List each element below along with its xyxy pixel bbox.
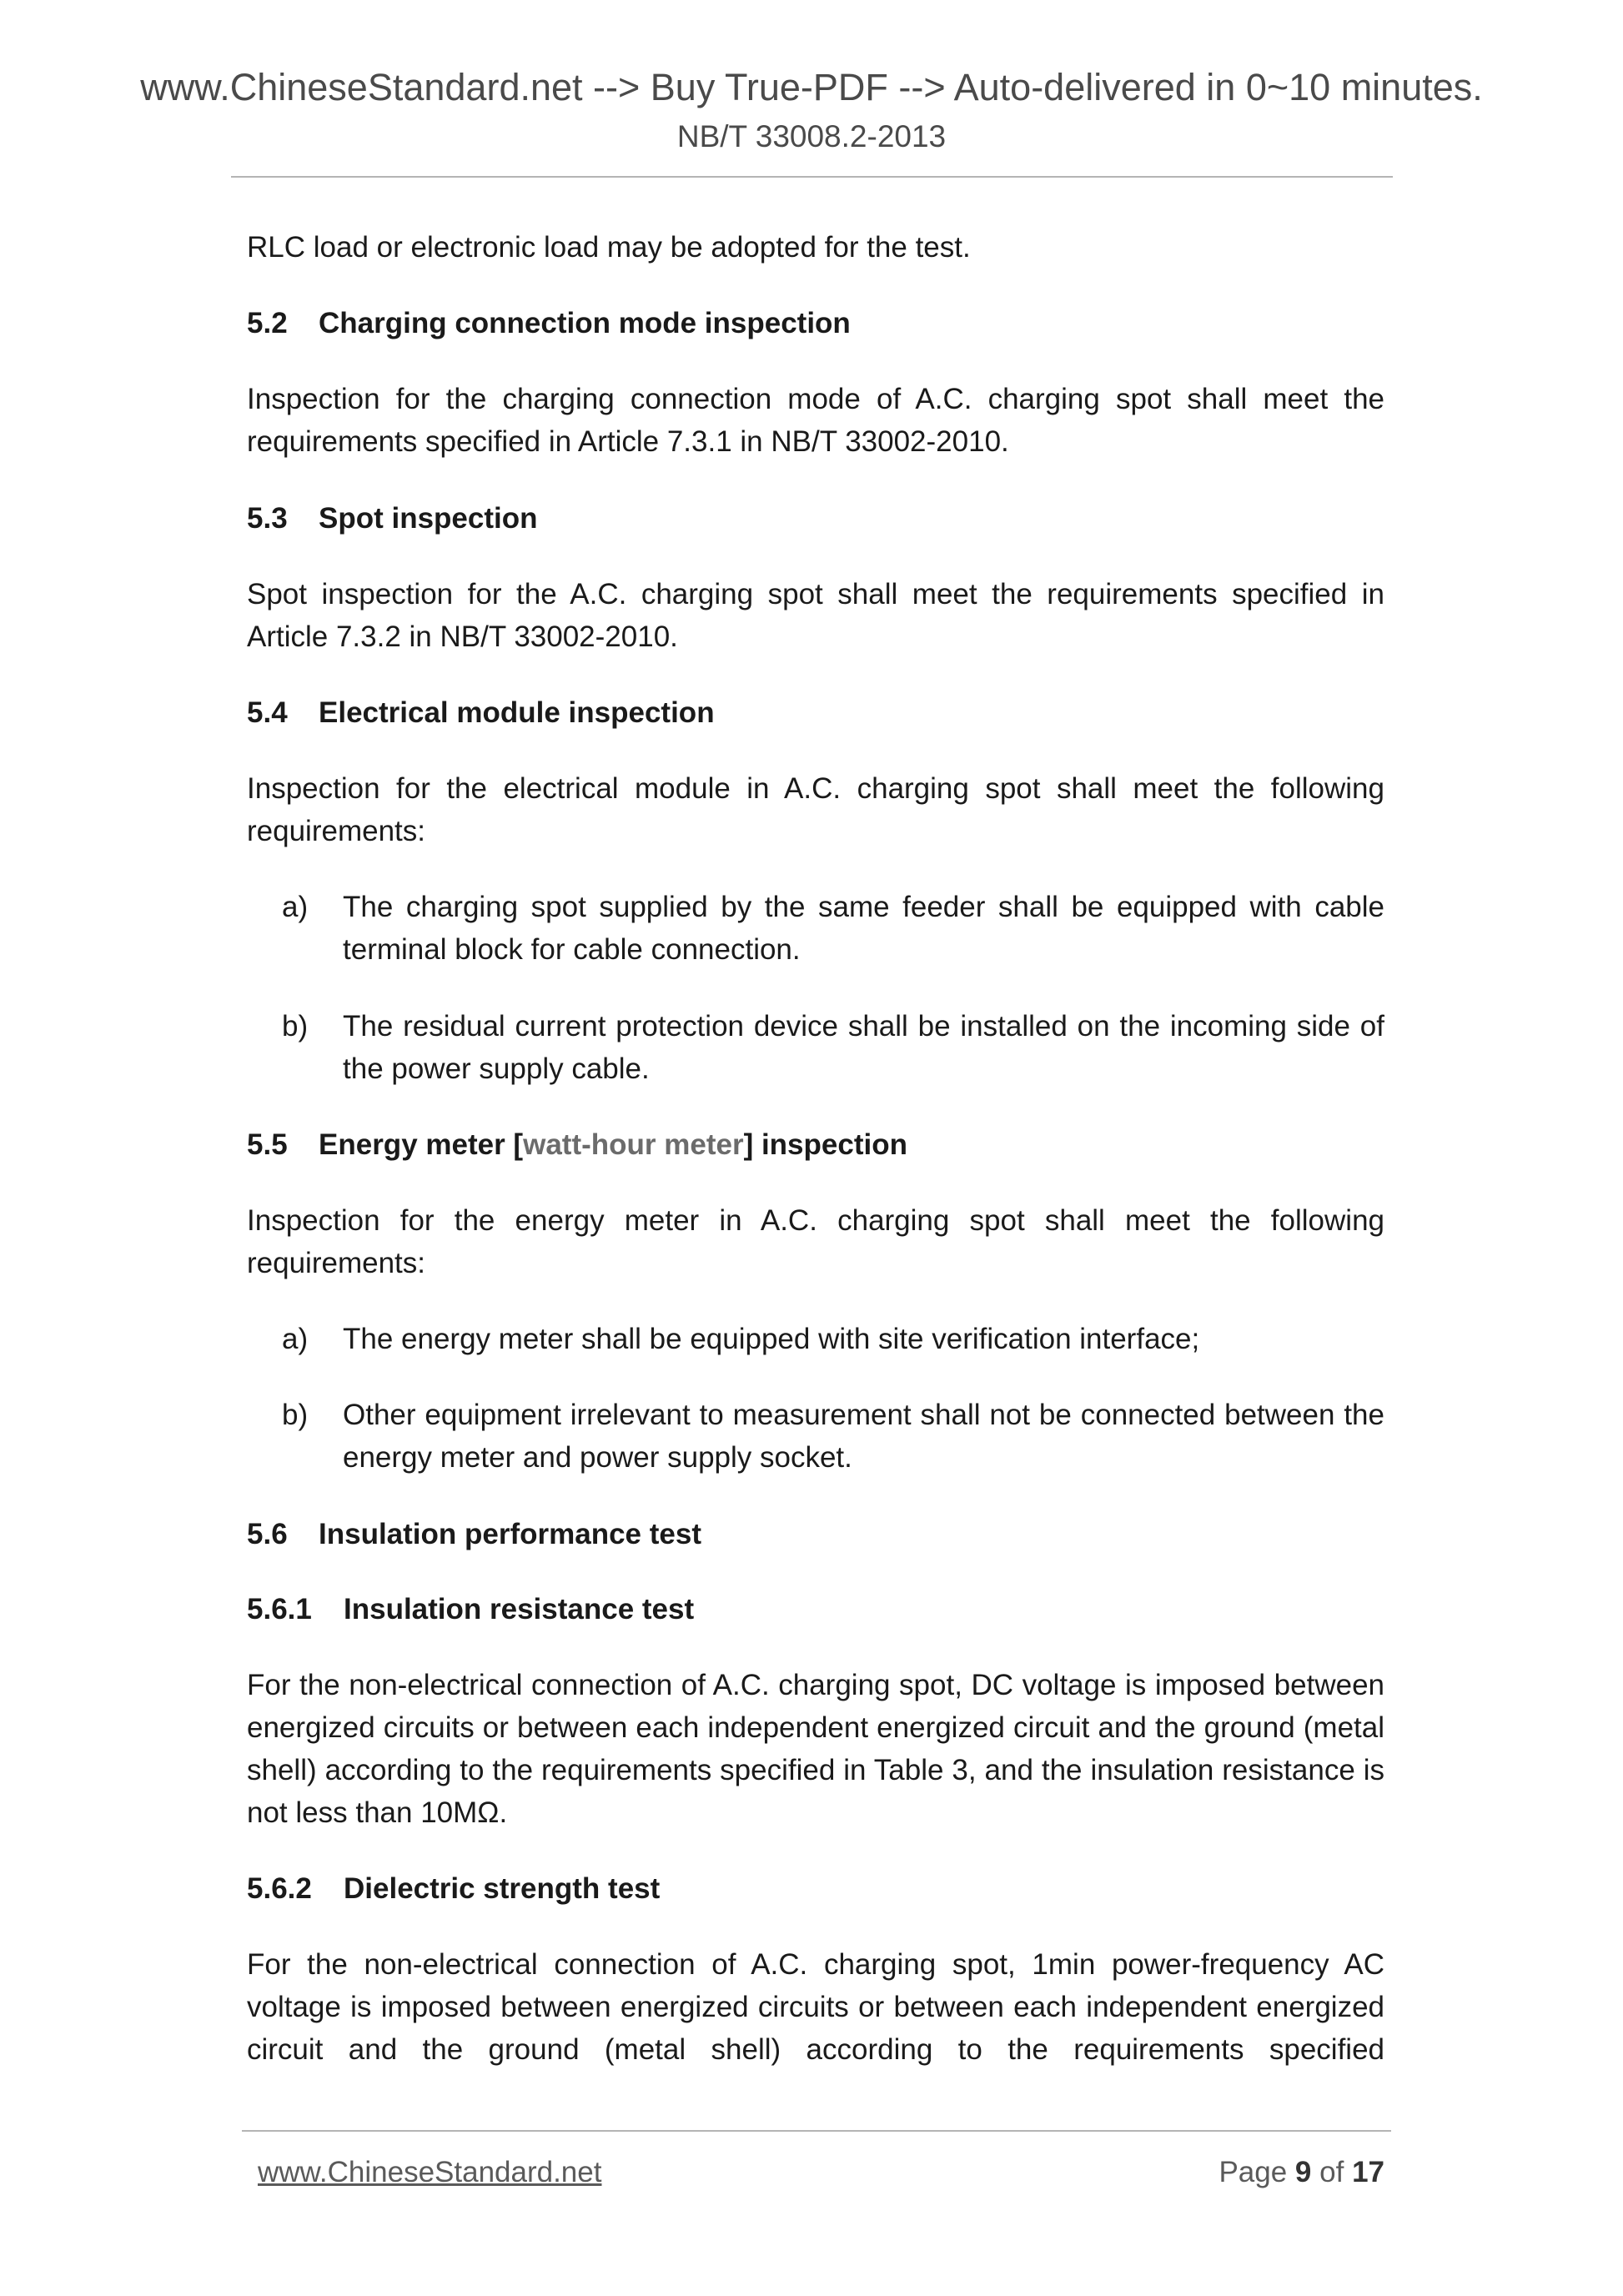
section-text-5-6-1: For the non-electrical connection of A.C. charging spot, DC voltage is imposed between energized circuits or between each independent energized circuit and the ground (metal shell) according to the requirements specified in Table 3, and the insulation resistance is not less than 10MΩ.	[247, 1669, 1384, 1829]
list-marker: a)	[282, 1323, 309, 1355]
section-heading-5-6-1	[247, 1588, 694, 1630]
list-item-text: The energy meter shall be equipped with site verification interface;	[343, 1323, 1200, 1355]
footer-rule	[242, 2130, 1391, 2132]
section-title: Dielectric strength test	[344, 1872, 661, 1905]
section-number: 5.5	[247, 1128, 288, 1161]
section-title: Insulation performance test	[319, 1518, 701, 1550]
list-item-5-4-a	[282, 886, 1384, 971]
page-label: Page	[1219, 2156, 1288, 2188]
section-number: 5.3	[247, 502, 288, 535]
list-item-5-4-b	[282, 1005, 1384, 1090]
section-number: 5.6	[247, 1518, 288, 1550]
section-text-5-5: Inspection for the energy meter in A.C. charging spot shall meet the following requirements:	[247, 1204, 1384, 1279]
section-text-5-3: Spot inspection for the A.C. charging spot shall meet the requirements specified in Article 7.3.2 in NB/T 33002-2010.	[247, 578, 1384, 653]
section-title: Insulation resistance test	[344, 1593, 695, 1625]
section-title: Charging connection mode inspection	[319, 307, 851, 339]
section-title-end: ] inspection	[743, 1128, 907, 1161]
section-text-5-6-2: For the non-electrical connection of A.C. charging spot, 1min power-frequency AC voltage is imposed between energized circuits or between each independent energized circuit and the ground (metal shell) according to the requirements specified	[247, 1948, 1384, 2066]
section-heading-5-5	[247, 1123, 907, 1166]
list-item-text: Other equipment irrelevant to measurement shall not be connected between the energy meter and power supply socket.	[343, 1399, 1384, 1474]
list-item-text: The charging spot supplied by the same feeder shall be equipped with cable terminal block for cable connection.	[343, 891, 1384, 966]
list-marker: b)	[282, 1399, 309, 1431]
list-item-5-5-b	[282, 1394, 1384, 1479]
section-heading-5-3	[247, 497, 538, 540]
header-rule	[231, 176, 1393, 178]
list-marker: a)	[282, 891, 309, 923]
page-of-label: of	[1319, 2156, 1344, 2188]
footer-site-link[interactable]: www.ChineseStandard.net	[258, 2156, 602, 2188]
section-title: Electrical module inspection	[319, 696, 715, 729]
section-number: 5.2	[247, 307, 288, 339]
standard-code: NB/T 33008.2-2013	[676, 119, 947, 153]
header-banner: www.ChineseStandard.net --> Buy True-PDF --> Auto-delivered in 0~10 minutes.	[140, 66, 1483, 108]
page-indicator	[1219, 2153, 1384, 2192]
page-current: 9	[1294, 2156, 1312, 2188]
section-number: 5.6.1	[247, 1593, 312, 1625]
intro-line: RLC load or electronic load may be adopted for the test.	[247, 231, 971, 264]
section-text-5-4: Inspection for the electrical module in A.C. charging spot shall meet the following requirements:	[247, 772, 1384, 847]
section-title-start: Energy meter [	[319, 1128, 524, 1161]
section-text-5-2: Inspection for the charging connection mode of A.C. charging spot shall meet the requirements specified in Article 7.3.1 in NB/T 33002-2010.	[247, 383, 1384, 458]
section-title-term: watt-hour meter	[523, 1128, 744, 1161]
page-total: 17	[1352, 2156, 1384, 2188]
section-heading-5-6	[247, 1513, 701, 1555]
list-item-5-5-a	[282, 1318, 1384, 1360]
section-heading-5-4	[247, 691, 715, 734]
section-number: 5.6.2	[247, 1872, 312, 1905]
list-marker: b)	[282, 1010, 309, 1042]
section-heading-5-2	[247, 302, 851, 344]
list-item-text: The residual current protection device shall be installed on the incoming side of the power supply cable.	[343, 1010, 1384, 1085]
section-title: Spot inspection	[319, 502, 538, 535]
section-heading-5-6-2	[247, 1867, 660, 1910]
section-number: 5.4	[247, 696, 288, 729]
